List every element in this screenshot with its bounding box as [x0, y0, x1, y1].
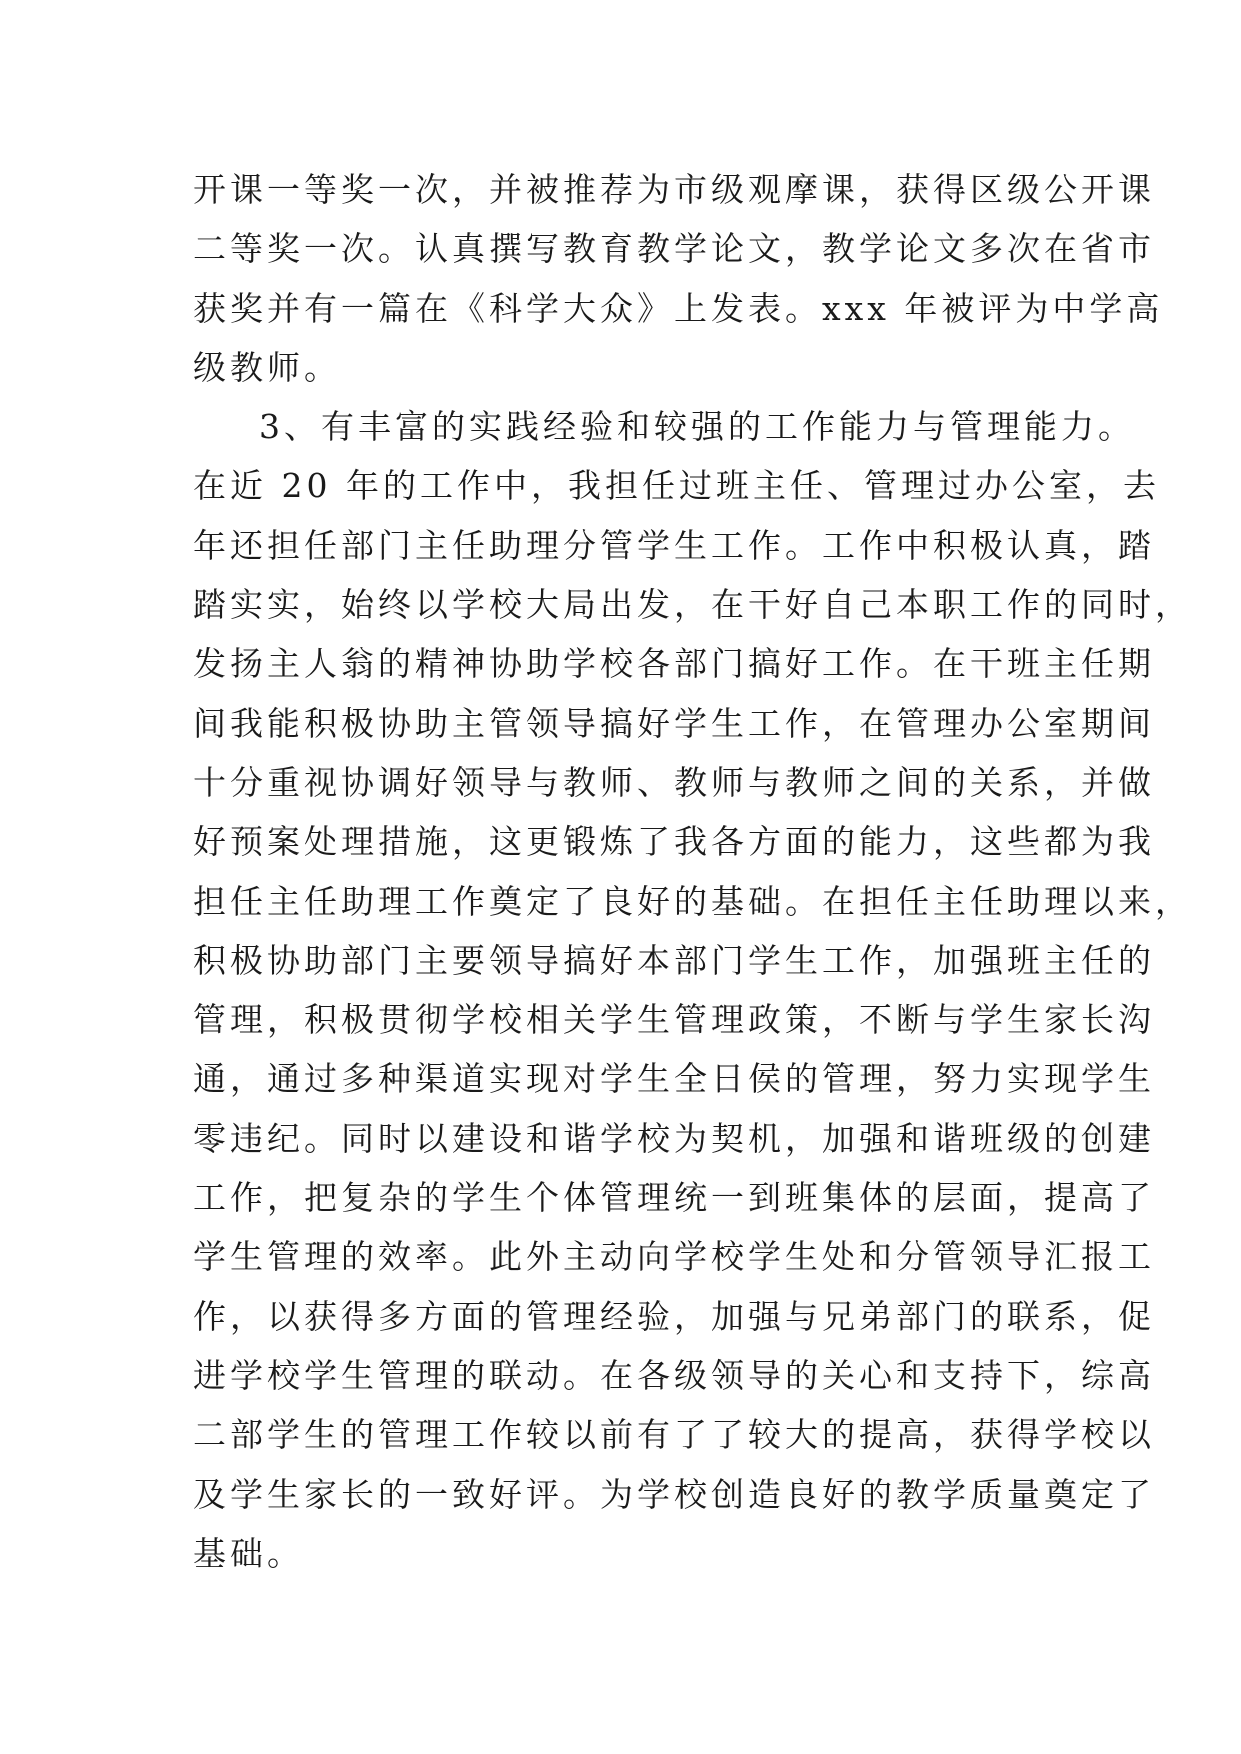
text-line: 发扬主人翁的精神协助学校各部门搞好工作。在干班主任期	[193, 644, 1155, 684]
text-line: 学生管理的效率。此外主动向学校学生处和分管领导汇报工	[193, 1237, 1155, 1277]
text-line: 通，通过多种渠道实现对学生全日侯的管理，努力实现学生	[193, 1059, 1155, 1099]
text-line: 在近 20 年的工作中，我担任过班主任、管理过办公室，去	[193, 466, 1160, 506]
text-line: 获奖并有一篇在《科学大众》上发表。xxx 年被评为中学高	[193, 288, 1164, 328]
text-line: 级教师。	[193, 347, 341, 387]
text-line: 管理，积极贯彻学校相关学生管理政策，不断与学生家长沟	[193, 1000, 1155, 1040]
text-line: 好预案处理措施，这更锻炼了我各方面的能力，这些都为我	[193, 822, 1155, 862]
body-text	[193, 160, 1192, 1583]
text-line: 及学生家长的一致好评。为学校创造良好的教学质量奠定了	[193, 1474, 1155, 1514]
text-line: 担任主任助理工作奠定了良好的基础。在担任主任助理以来，	[193, 881, 1192, 921]
text-line: 年还担任部门主任助理分管学生工作。工作中积极认真，踏	[193, 525, 1155, 565]
text-line: 积极协助部门主要领导搞好本部门学生工作，加强班主任的	[193, 940, 1155, 980]
text-line: 二部学生的管理工作较以前有了了较大的提高，获得学校以	[193, 1415, 1155, 1455]
paragraph-heading-line: 3、有丰富的实践经验和较强的工作能力与管理能力。	[259, 407, 1135, 447]
text-line: 工作，把复杂的学生个体管理统一到班集体的层面，提高了	[193, 1178, 1155, 1218]
text-line: 零违纪。同时以建设和谐学校为契机，加强和谐班级的创建	[193, 1118, 1155, 1158]
text-line: 开课一等奖一次，并被推荐为市级观摩课，获得区级公开课	[193, 170, 1155, 209]
text-line: 十分重视协调好领导与教师、教师与教师之间的关系，并做	[193, 762, 1155, 802]
text-line: 作，以获得多方面的管理经验，加强与兄弟部门的联系，促	[193, 1296, 1155, 1336]
text-line: 进学校学生管理的联动。在各级领导的关心和支持下，综高	[193, 1355, 1155, 1395]
text-line: 踏实实，始终以学校大局出发，在干好自己本职工作的同时，	[193, 585, 1192, 625]
text-line: 基础。	[193, 1533, 304, 1573]
text-line: 间我能积极协助主管领导搞好学生工作，在管理办公室期间	[193, 703, 1155, 743]
text-line: 二等奖一次。认真撰写教育教学论文，教学论文多次在省市	[193, 229, 1155, 269]
